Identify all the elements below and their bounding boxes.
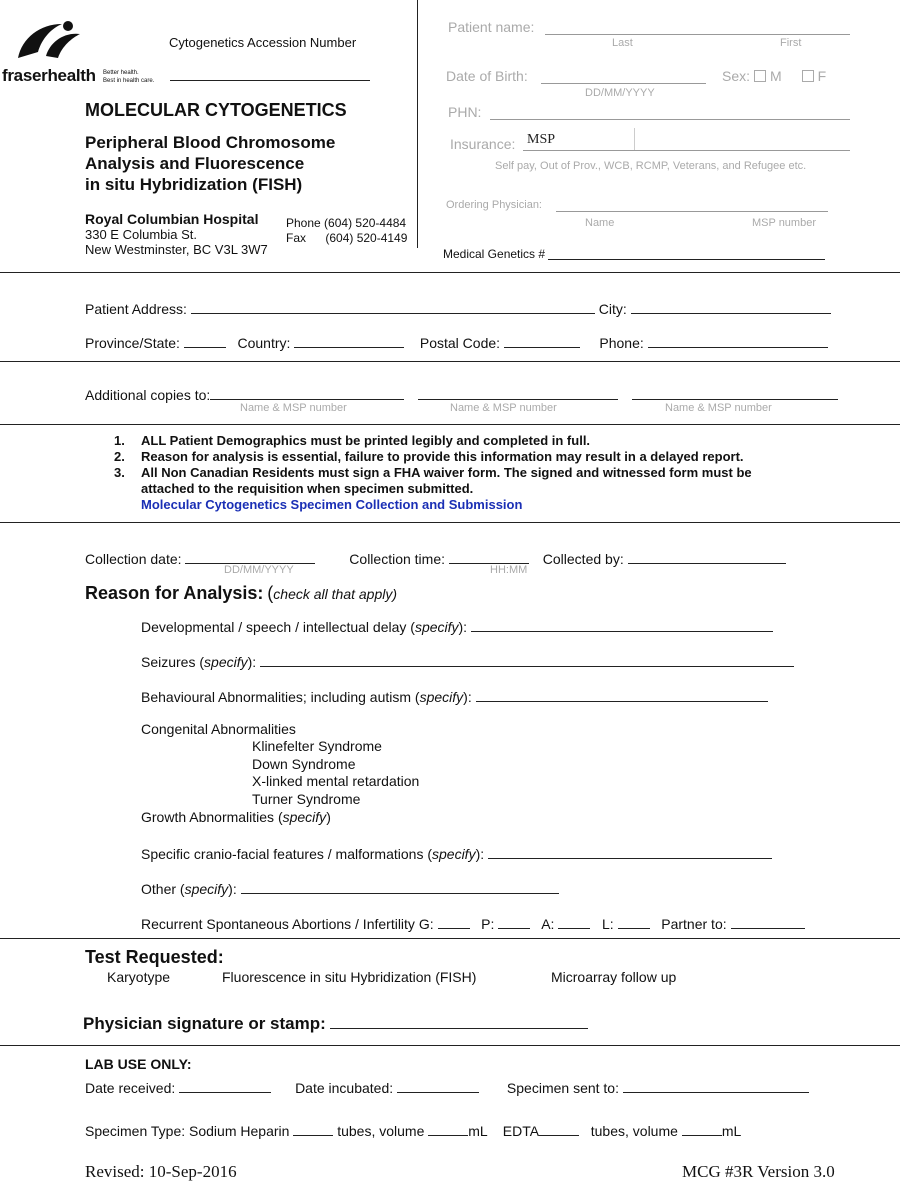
org-wordmark: fraserhealth <box>2 66 96 85</box>
hospital-address: Royal Columbian Hospital 330 E Columbia St. New Westminster, BC V3L 3W7 <box>85 211 268 257</box>
reason-behavioural[interactable]: Behavioural Abnormalities; including autism (specify): <box>141 687 768 705</box>
accession-field[interactable] <box>170 80 370 81</box>
phn-field[interactable] <box>490 119 850 120</box>
date-incubated-field[interactable] <box>397 1078 479 1093</box>
dob-field[interactable] <box>541 83 706 84</box>
header-divider <box>417 0 418 248</box>
revised-date: Revised: 10-Sep-2016 <box>85 1162 237 1181</box>
reason-cranio-facial[interactable]: Specific cranio-facial features / malformations (specify): <box>141 844 772 862</box>
country-field[interactable] <box>294 333 404 348</box>
ordering-physician-label: Ordering Physician: <box>446 199 542 211</box>
test-fish[interactable]: Fluorescence in situ Hybridization (FISH) <box>222 969 477 985</box>
sex-field: Sex: M F <box>722 68 827 84</box>
insurance-label: Insurance: <box>450 136 516 152</box>
congenital-sublist <box>252 738 419 808</box>
heparin-volume-field[interactable] <box>428 1121 468 1136</box>
phone-field[interactable] <box>648 333 828 348</box>
medical-genetics-field[interactable] <box>548 259 825 260</box>
date-received-field[interactable] <box>179 1078 271 1093</box>
lab-use-heading: LAB USE ONLY: <box>85 1056 192 1072</box>
dob-label: Date of Birth: <box>446 68 528 84</box>
copy-2-field[interactable] <box>418 385 618 400</box>
sex-male-checkbox[interactable] <box>754 70 766 82</box>
specimen-type-row: Specimen Type: Sodium Heparin tubes, volume mL EDTA tubes, volume mL <box>85 1123 742 1139</box>
collected-by-field[interactable] <box>628 549 786 564</box>
dept-title: MOLECULAR CYTOGENETICS <box>85 100 347 120</box>
medical-genetics-label: Medical Genetics # <box>443 247 546 261</box>
reason-down[interactable]: Down Syndrome <box>252 755 356 772</box>
phn-label: PHN: <box>448 104 482 120</box>
reason-turner[interactable]: Turner Syndrome <box>252 790 361 807</box>
hospital-contact: Phone (604) 520-4484 Fax (604) 520-4149 <box>286 216 408 245</box>
instructions-list: 1. ALL Patient Demographics must be printed legibly and completed in full. 2. Reason for analysis is essential, failure to provide this information may result in a delayed report. 3. All Non Canadian Residents must sign a FHA waiver form. The signed and witnessed form must be attached to the requisition when specimen submitted. Molecular Cytogenetics Specimen Collection and Submission <box>114 433 752 512</box>
reason-developmental[interactable]: Developmental / speech / intellectual delay (specify): <box>141 617 773 635</box>
city-field[interactable] <box>631 299 831 314</box>
edta-volume-field[interactable] <box>682 1121 722 1136</box>
test-karyotype[interactable]: Karyotype <box>107 969 171 985</box>
reason-recurrent-abortions[interactable]: Recurrent Spontaneous Abortions / Infertility G: P: A: L: Partner to: <box>141 914 805 932</box>
lab-dates-row: Date received: Date incubated: Specimen sent to: <box>85 1078 809 1096</box>
reason-seizures[interactable]: Seizures (specify): <box>141 652 794 670</box>
tagline: Better health. Best in health care. <box>103 70 155 84</box>
test-microarray[interactable]: Microarray follow up <box>551 969 677 985</box>
patient-name-label: Patient name: <box>448 19 535 35</box>
province-field[interactable] <box>184 333 226 348</box>
additional-copies-row: Additional copies to: <box>85 385 838 403</box>
reason-growth[interactable]: Growth Abnormalities (specify) <box>141 809 331 825</box>
copy-3-field[interactable] <box>632 385 838 400</box>
reason-other[interactable]: Other (specify): <box>141 879 559 897</box>
reason-congenital[interactable]: Congenital Abnormalities <box>141 721 296 737</box>
form-title: Peripheral Blood Chromosome Analysis and Fluorescence in situ Hybridization (FISH) <box>85 133 336 194</box>
patient-address-field[interactable] <box>191 299 595 314</box>
fraser-health-logo-icon <box>12 18 84 66</box>
collection-time-field[interactable] <box>449 549 529 564</box>
patient-name-field[interactable] <box>545 34 850 35</box>
physician-signature-row: Physician signature or stamp: <box>83 1012 588 1034</box>
accession-label: Cytogenetics Accession Number <box>169 35 357 50</box>
copy-1-field[interactable] <box>210 385 404 400</box>
reason-klinefelter[interactable]: Klinefelter Syndrome <box>252 738 382 754</box>
reason-heading: Reason for Analysis: (check all that apply) <box>85 583 398 603</box>
heparin-tubes-field[interactable] <box>293 1121 333 1136</box>
province-row: Province/State: Country: Postal Code: Phone: <box>85 333 828 351</box>
specimen-sent-to-field[interactable] <box>623 1078 809 1093</box>
ordering-physician-field[interactable] <box>556 211 828 212</box>
collection-row: Collection date: Collection time: Collected by: <box>85 549 786 567</box>
test-requested-heading: Test Requested: <box>85 947 224 967</box>
reason-xlinked[interactable]: X-linked mental retardation <box>252 773 420 789</box>
specimen-collection-link[interactable]: Molecular Cytogenetics Specimen Collection and Submission <box>141 497 523 512</box>
form-version: MCG #3R Version 3.0 <box>682 1162 835 1181</box>
collection-date-field[interactable] <box>185 549 315 564</box>
physician-signature-field[interactable] <box>330 1012 588 1029</box>
sex-female-checkbox[interactable] <box>802 70 814 82</box>
edta-tubes-field[interactable] <box>539 1121 579 1136</box>
postal-code-field[interactable] <box>504 333 580 348</box>
insurance-field <box>523 150 850 151</box>
insurance-value[interactable]: MSP <box>527 132 556 147</box>
patient-address-row: Patient Address: City: <box>85 299 831 317</box>
